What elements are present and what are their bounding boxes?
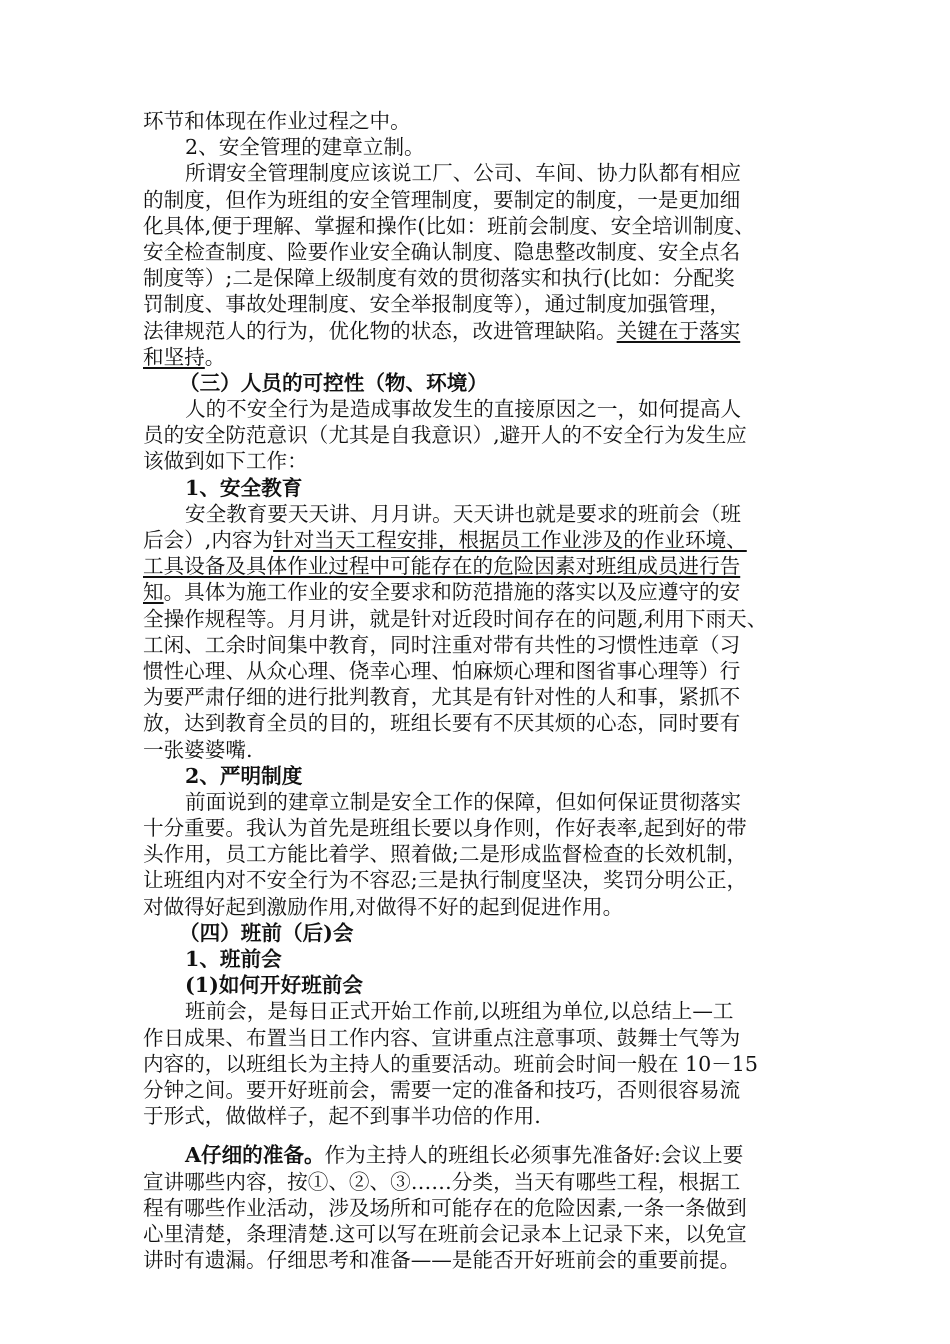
text-line: [143, 1051, 813, 1077]
text-span: 心里清楚，条理清楚.这可以写在班前会记录本上记录下来，以免宣: [143, 1221, 747, 1246]
text-span: 惯性心理、从众心理、侥幸心理、怕麻烦心理和图省事心理等）行: [143, 658, 741, 683]
text-span: 安全检查制度、险要作业安全确认制度、隐患整改制度、安全点名: [143, 239, 741, 264]
subsection-heading: [143, 972, 813, 998]
text-span: 人的不安全行为是造成事故发生的直接原因之一，如何提高人: [185, 397, 742, 422]
text-line: [143, 396, 813, 422]
text-span: 的制度，但作为班组的安全管理制度，要制定的制度，一是更加细: [143, 187, 741, 212]
paragraph-gap: [143, 1129, 813, 1142]
subsection-heading: [143, 763, 813, 789]
text-span: 1、安全教育: [185, 475, 303, 500]
text-span: （四）班前（后)会: [179, 920, 354, 945]
underlined-text: 工具设备及具体作业过程中可能存在的危险因素对班组成员进行告: [143, 554, 741, 579]
text-line: [143, 658, 813, 684]
text-line: [143, 108, 813, 134]
text-line: [143, 632, 813, 658]
text-line: [143, 1025, 813, 1051]
text-line: [143, 606, 813, 632]
subsection-heading: [143, 134, 813, 160]
text-span: 一张婆婆嘴.: [143, 737, 253, 762]
document-page: [143, 108, 813, 1273]
text-span: 法律规范人的行为，优化物的状态，改进管理缺陷。: [143, 318, 617, 343]
text-span: 放，达到教育全员的目的，班组长要有不厌其烦的心态，同时要有: [143, 711, 741, 736]
text-span: 安全教育要天天讲、月月讲。天天讲也就是要求的班前会（班: [185, 501, 742, 526]
text-line: [143, 291, 813, 317]
text-span: 分钟之间。要开好班前会，需要一定的准备和技巧，否则很容易流: [143, 1077, 741, 1102]
text-span: 讲时有遗漏。仔细思考和准备——是能否开好班前会的重要前提。: [143, 1248, 741, 1273]
text-line: [143, 1169, 813, 1195]
text-span: 所谓安全管理制度应该说工厂、公司、车间、协力队都有相应: [185, 161, 742, 186]
text-span: 。: [204, 344, 226, 369]
text-line: [143, 1103, 813, 1129]
text-line: [143, 187, 813, 213]
text-span: 内容的，以班组长为主持人的重要活动。班前会时间一般在 10－15: [143, 1051, 758, 1076]
text-span: 罚制度、事故处理制度、安全举报制度等），通过制度加强管理，: [143, 292, 730, 317]
text-line: [143, 1142, 813, 1168]
text-line: [143, 998, 813, 1024]
text-span: 制度等）;二是保障上级制度有效的贯彻落实和执行(比如：分配奖: [143, 266, 735, 291]
text-span: 于形式，做做样子，起不到事半功倍的作用.: [143, 1104, 541, 1129]
text-span: 作为主持人的班组长必须事先准备好:会议上要: [324, 1143, 744, 1168]
section-heading: [143, 920, 813, 946]
text-line: [143, 579, 813, 605]
text-span: 前面说到的建章立制是安全工作的保障，但如何保证贯彻落实: [185, 789, 742, 814]
section-heading: [143, 370, 813, 396]
text-span: 宣讲哪些内容，按①、②、③……分类，当天有哪些工程，根据工: [143, 1169, 741, 1194]
text-line: [143, 422, 813, 448]
underlined-text: 针对当天工程安排，根据员工作业涉及的作业环境、: [273, 528, 747, 552]
text-line: [143, 553, 813, 579]
text-line: [143, 1221, 813, 1247]
text-span: 2、安全管理的建章立制。: [185, 135, 425, 160]
text-span: (1)如何开好班前会: [185, 973, 363, 998]
text-span: 该做到如下工作：: [143, 449, 308, 474]
text-line: [143, 1077, 813, 1103]
text-line: [143, 789, 813, 815]
text-line: [143, 684, 813, 710]
text-span: 十分重要。我认为首先是班组长要以身作则，作好表率,起到好的带: [143, 816, 747, 841]
underlined-text: 关键在于落实: [616, 318, 741, 343]
text-span: 班前会，是每日正式开始工作前,以班组为单位,以总结上—工: [185, 999, 734, 1024]
text-span: 后会）,内容为: [143, 528, 274, 552]
text-span: 。具体为施工作业的安全要求和防范措施的落实以及应遵守的安: [163, 580, 741, 605]
text-span: 全操作规程等。月月讲，就是针对近段时间存在的问题,利用下雨天、: [143, 606, 768, 631]
text-span: 1、班前会: [185, 947, 282, 971]
text-line: [143, 527, 813, 553]
text-line: [143, 815, 813, 841]
text-span: 2、严明制度: [185, 763, 303, 788]
text-line: [143, 867, 813, 893]
text-span: 作日成果、布置当日工作内容、宣讲重点注意事项、鼓舞士气等为: [143, 1025, 741, 1050]
text-line: [143, 318, 813, 344]
subsection-heading: [143, 475, 813, 501]
bold-lead-text: A仔细的准备。: [185, 1143, 325, 1168]
text-line: [143, 1247, 813, 1273]
text-span: 为要严肃仔细的进行批判教育，尤其是有针对性的人和事，紧抓不: [143, 685, 741, 710]
text-line: [143, 239, 813, 265]
text-line: [143, 448, 813, 474]
underlined-text: 和坚持: [143, 344, 205, 369]
text-line: [143, 737, 813, 763]
text-line: [143, 501, 813, 527]
text-span: （三）人员的可控性（物、环境）: [179, 370, 488, 395]
text-line: [143, 344, 813, 370]
text-line: [143, 841, 813, 867]
text-line: [143, 1195, 813, 1221]
text-span: 让班组内对不安全行为不容忍;三是执行制度坚决，奖罚分明公正，: [143, 868, 748, 893]
text-line: [143, 160, 813, 186]
subsection-heading: [143, 946, 813, 972]
underlined-text: 知: [143, 580, 164, 605]
text-line: [143, 894, 813, 920]
text-span: 工闲、工余时间集中教育，同时注重对带有共性的习惯性违章（习: [143, 632, 741, 657]
text-span: 程有哪些作业活动，涉及场所和可能存在的危险因素,一条一条做到: [143, 1195, 747, 1220]
text-span: 化具体,便于理解、掌握和操作(比如：班前会制度、安全培训制度、: [143, 213, 755, 238]
text-line: [143, 213, 813, 239]
text-span: 头作用，员工方能比着学、照着做;二是形成监督检查的长效机制，: [143, 842, 748, 867]
text-line: [143, 265, 813, 291]
text-span: 对做得好起到激励作用,对做得不好的起到促进作用。: [143, 894, 624, 919]
text-line: [143, 710, 813, 736]
text-span: 环节和体现在作业过程之中。: [143, 109, 411, 133]
text-span: 员的安全防范意识（尤其是自我意识）,避开人的不安全行为发生应: [143, 423, 747, 448]
